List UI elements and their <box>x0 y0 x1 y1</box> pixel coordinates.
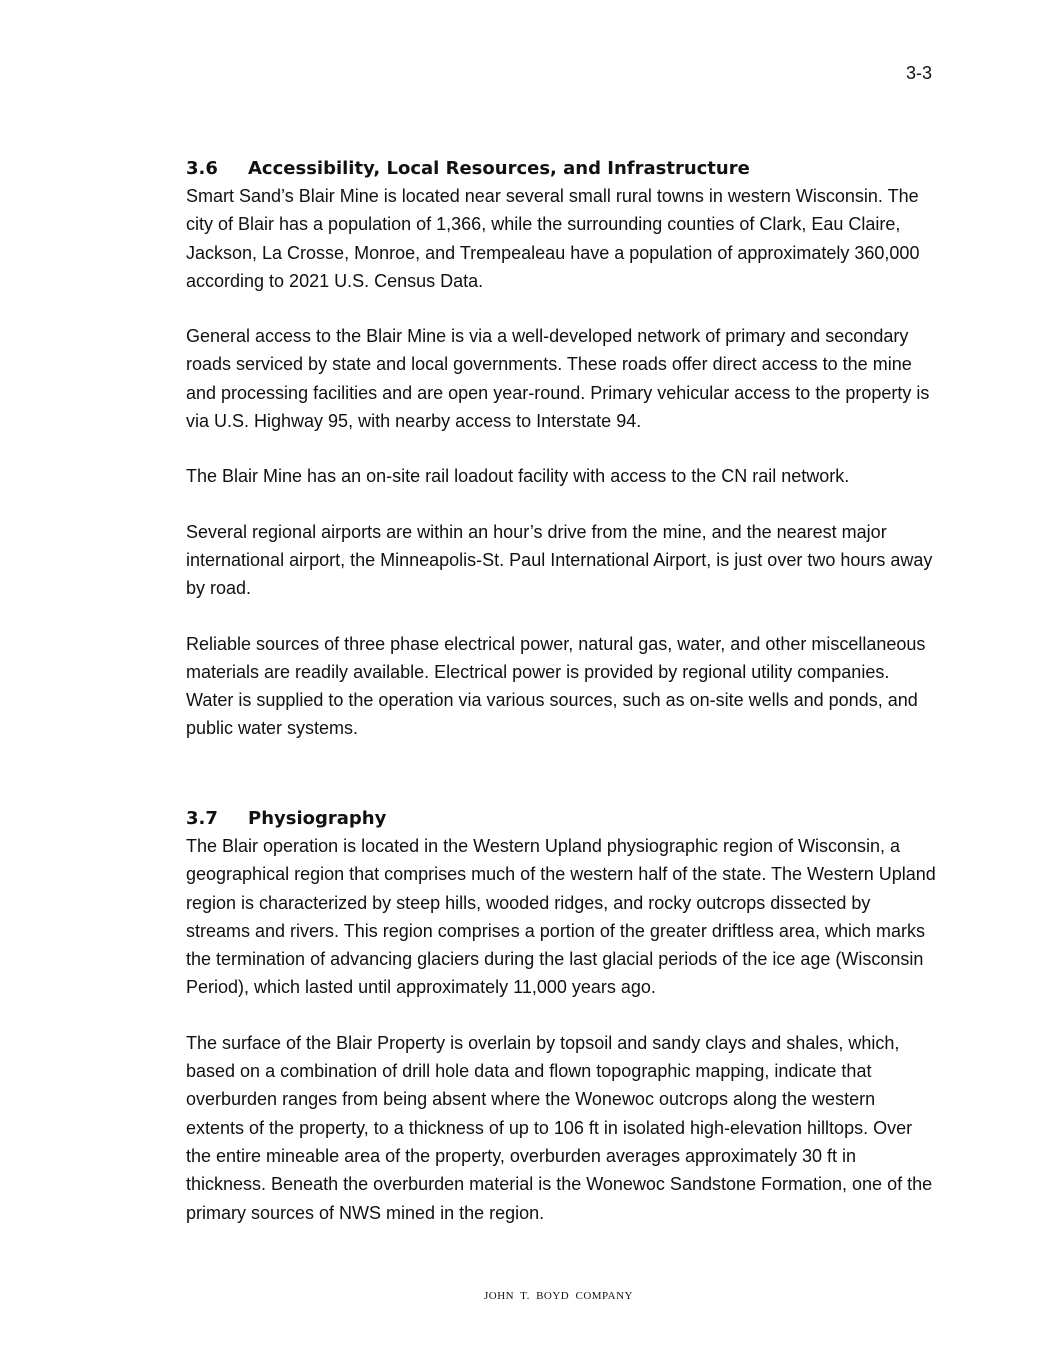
footer-company-name: JOHN T. BOYD COMPANY <box>484 1290 633 1302</box>
page-number: 3-3 <box>905 63 932 83</box>
paragraph: General access to the Blair Mine is via a well-developed network of primary and secondary roads serviced by state and local governments. These roads offer direct access to the mine and processing facilities and are open year-round. Primary vehicular access to the property is via U.S. Highway 95, with nearby access to Interstate 94. <box>186 326 930 432</box>
section-number: 3.6 <box>186 158 218 179</box>
section-number: 3.7 <box>186 808 218 829</box>
paragraph: The Blair operation is located in the Western Upland physiographic region of Wisconsin, a geographical region that comprises much of the western half of the state. The Western Upland region is characterized by steep hills, wooded ridges, and rocky outcrops dissected by streams and rivers. This region comprises a portion of the greater driftless area, which marks the termination of advancing glaciers during the last glacial periods of the ice age (Wisconsin Period), which lasted until approximately 11,000 years ago. <box>186 836 936 998</box>
paragraph: Reliable sources of three phase electrical power, natural gas, water, and other miscellaneous materials are readily available. Electrical power is provided by regional utility companies. Water is supplied to the operation via various sources, such as on-site wells and ponds, and public water systems. <box>186 633 926 739</box>
section-title: Physiography <box>248 808 387 829</box>
section-heading <box>186 158 936 180</box>
paragraph: Smart Sand’s Blair Mine is located near several small rural towns in western Wisconsin. The city of Blair has a population of 1,366, while the surrounding counties of Clark, Eau Claire, Jackson, La Crosse, Monroe, and Trempealeau have a population of approximately 360,000 according to 2021 U.S. Census Data. <box>186 186 920 291</box>
section-accessibility <box>186 158 936 770</box>
section-physiography <box>186 808 936 1254</box>
paragraph: The surface of the Blair Property is overlain by topsoil and sandy clays and shales, which, based on a combination of drill hole data and flown topographic mapping, indicate that overburden ranges from being absent where the Wonewoc outcrops along the western extents of the property, to a thickness of up to 106 ft in isolated high-elevation hilltops. Over the entire mineable area of the property, overburden averages approximately 30 ft in thickness. Beneath the overburden material is the Wonewoc Sandstone Formation, one of the primary sources of NWS mined in the region. <box>186 1032 933 1223</box>
paragraph: Several regional airports are within an hour’s drive from the mine, and the nearest major international airport, the Minneapolis-St. Paul International Airport, is just over two hours away by road. <box>186 521 933 599</box>
paragraph: The Blair Mine has an on-site rail loadout facility with access to the CN rail network. <box>186 466 850 487</box>
section-title: Accessibility, Local Resources, and Infrastructure <box>248 158 750 179</box>
section-heading <box>186 808 936 830</box>
